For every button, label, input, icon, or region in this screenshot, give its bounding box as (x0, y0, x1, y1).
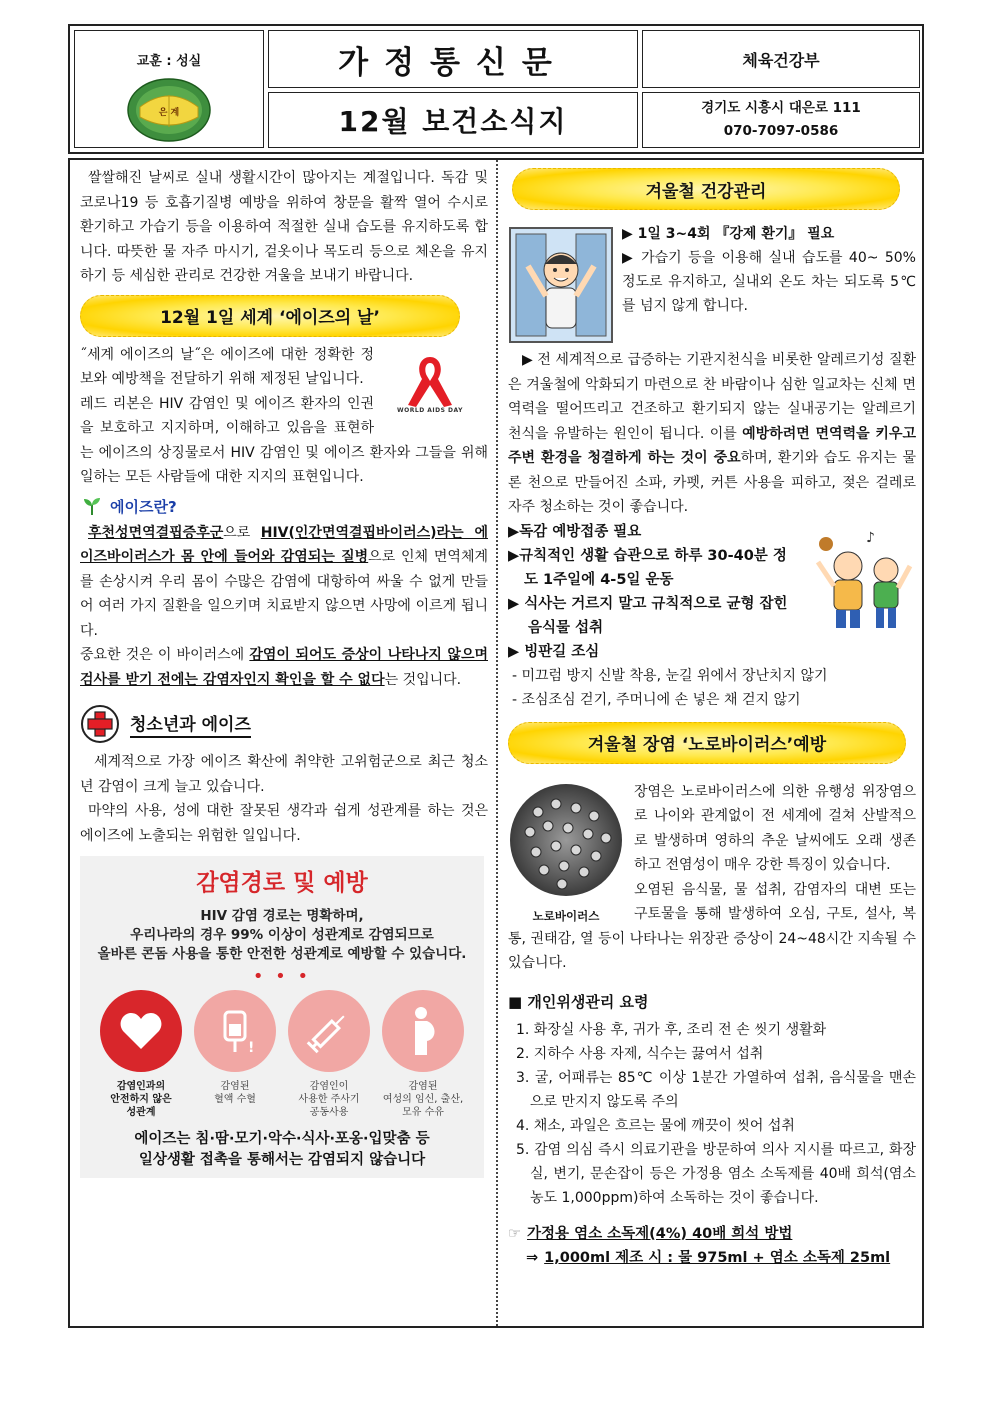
exercise-illustration (806, 526, 916, 640)
poster-foot-line: 일상생활 접촉을 통해서는 감염되지 않습니다 (138, 1152, 426, 1168)
red-cross-icon (80, 704, 120, 744)
poster-foot-line: 에이즈는 침·땀·모기·악수·식사·포옹·입맞춤 등 (134, 1131, 430, 1147)
text-fragment: 으로 (223, 524, 261, 541)
infection-route-poster (80, 856, 484, 1178)
dilution-section (508, 1222, 916, 1270)
exercise-tip: ▶규칙적인 생활 습관으로 하루 30-40분 정도 1주일에 4-5일 운동 (508, 547, 787, 588)
text-fragment: 하며, 환기와 습도 유지는 물론 천으로 만들어진 소파, 카펫, 커튼 사용을 피하고, 젖은 걸레로 자주 청소하는 것이 좋습니다. (508, 450, 917, 515)
red-ribbon-icon (400, 351, 460, 411)
poster-desc-line: HIV 감염 경로는 명확하며, (200, 908, 364, 924)
route-pregnancy (378, 990, 468, 1119)
svg-text:♪: ♪ (866, 529, 875, 546)
route-label: 감염된 혈액 수혈 (214, 1081, 256, 1105)
heart-icon (100, 990, 182, 1072)
emblem-text: 은 계 (158, 107, 180, 118)
norovirus-image (508, 782, 624, 924)
route-label: 감염된 여성의 임신, 출산, 모유 수유 (382, 1081, 464, 1118)
aids-day-banner: 12월 1일 세계 ‘에이즈의 날’ (80, 295, 460, 337)
norovirus-banner: 겨울철 장염 ‘노로바이러스’예방 (508, 722, 906, 764)
aids-full-name: 후천성면역결핍증후군 (88, 524, 224, 541)
window-illustration (508, 226, 614, 348)
exercise-illustration-icon (806, 526, 916, 636)
ventilation-tip-1: ▶ 1일 3~4회 『강제 환기』 필요 (622, 226, 835, 242)
text-fragment: 중요한 것은 이 바이러스에 (80, 647, 250, 663)
left-column (80, 166, 488, 1178)
hygiene-item: 5. 감염 의심 즉시 의료기관을 방문하여 의사 지시를 따르고, 화장실, 변기, 문손잡이 등은 가정용 염소 소독제를 40배 희석(염소농도 1,000ppm)하여 소독하는 것이 좋습니다. (516, 1141, 916, 1206)
what-is-aids-paragraph (80, 521, 488, 644)
important-note-paragraph (80, 643, 488, 692)
blood-bag-icon (194, 990, 276, 1072)
aids-day-logo-text: WORLD AIDS DAY (397, 406, 463, 414)
allergy-paragraph (508, 348, 916, 520)
intro-paragraph: 쌀쌀해진 날씨로 실내 생활시간이 많아지는 계절입니다. 독감 및 코로나19 등 호흡기질병 예방을 위하여 창문을 활짝 열어 수시로 환기하고 가습기 등을 이용하여 적절한 실내 습도를 유지하도록 합니다. 따뜻한 물 자주 마시기, 겉옷이나 목도리 등으로 체온을 유지하기 등 세심한 관리로 건강한 겨울을 보내기 바랍니다. (80, 170, 488, 284)
icy-road-list (508, 664, 916, 712)
text-fragment: 는 것입니다. (384, 671, 462, 688)
text-fragment: ▶ 전 세계적으로 급증하는 기관지천식을 비롯한 알레르기성 질환은 겨울철에 악화되기 마련으로 찬 바람이나 심한 일교차는 신체 면역력을 떨어뜨리고 건조하고 환기되지 않는 실내공기는 알레르기 천식을 유발하는 원인이 됩니다. 이를 (508, 352, 916, 442)
youth-paragraph-2: 마약의 사용, 성에 대한 잘못된 생각과 쉽게 성관계를 하는 것은 에이즈에 노출되는 위험한 일입니다. (80, 803, 488, 844)
school-motto: 교훈 : 성실 (136, 53, 202, 69)
icy-road-item: - 조심조심 걷기, 주머니에 손 넣은 채 걷지 않기 (512, 691, 801, 708)
allergy-emphasis: 예방하려면 면역력을 키우고 주변 환경을 청결하게 하는 것이 중요 (508, 425, 916, 466)
poster-icon-row (80, 986, 484, 1119)
ventilation-section (508, 222, 916, 348)
hygiene-list (508, 1018, 916, 1210)
meal-tip: ▶ 식사는 거르지 말고 규칙적으로 균형 잡힌 음식물 섭취 (508, 595, 788, 636)
newsletter-title: 가정통신문 (268, 30, 638, 88)
poster-desc-line: 우리나라의 경우 99% 이상이 성관계로 감염되므로 (130, 927, 434, 943)
youth-aids-title: 청소년과 에이즈 (130, 710, 251, 738)
ventilation-tip-2: ▶ 가습기 등을 이용해 실내 습도를 40~ 50% 정도로 유지하고, 실내외 온도 차는 되도록 5℃를 넘지 않게 합니다. (622, 250, 916, 314)
poster-title: 감염경로 및 예방 (196, 870, 368, 896)
route-unsafe-sex (96, 990, 186, 1119)
route-syringe (284, 990, 374, 1119)
school-address: 경기도 시흥시 대은로 111 (701, 100, 861, 116)
what-is-aids-heading (82, 496, 488, 517)
motto-cell (74, 30, 264, 148)
what-is-aids-title: 에이즈란? (110, 497, 177, 516)
dilution-title-line (508, 1222, 916, 1246)
syringe-icon (288, 990, 370, 1072)
svg-text:!: ! (248, 1040, 255, 1056)
school-phone: 070-7097-0586 (723, 123, 839, 139)
poster-desc-line: 올바른 콘돔 사용을 통한 안전한 성관계로 예방할 수 있습니다. (97, 946, 467, 962)
contact-cell (642, 92, 920, 148)
hygiene-heading: ■ 개인위생관리 요령 (508, 992, 649, 1011)
aids-day-intro: ˝세계 에이즈의 날˝은 에이즈에 대한 정확한 정보와 예방책을 전달하기 위해 제정된 날입니다. (80, 346, 374, 387)
pointing-hand-icon: ☞ (508, 1225, 521, 1242)
norovirus-symptoms-paragraph: 오염된 음식물, 물 섭취, 감염자의 대변 또는 구토물을 통해 발생하여 오심, 구토, 설사, 복통, 권태감, 열 등이 나타나는 위장관 증상이 24~48시간 지속될 수 있습니다. (508, 881, 916, 971)
dilution-formula: 1,000ml 제조 시 : 물 975ml + 염소 소독제 25ml (544, 1249, 891, 1266)
youth-paragraph-1: 세계적으로 가장 에이즈 확산에 취약한 고위험군으로 최근 청소년 감염이 크게 늘고 있습니다. (80, 754, 488, 795)
text-fragment: 으로 인체 면역체계를 손상시켜 우리 몸이 수많은 감염에 대항하여 싸울 수 없게 만들어 여러 가지 질환을 일으키며 치료받지 않으면 사망에 이르게 됩니다. (80, 549, 489, 639)
important-note-emphasis: 감염이 되어도 증상이 나타나지 않으며 검사를 받기 전에는 감염자인지 확인을 할 수 없다 (80, 647, 488, 688)
poster-description (80, 907, 484, 964)
hygiene-item: 4. 채소, 과일은 흐르는 물에 깨끗이 씻어 섭취 (516, 1117, 795, 1134)
arrow-icon: ⇒ (526, 1249, 539, 1266)
hygiene-item: 3. 굴, 어패류는 85℃ 이상 1분간 가열하여 섭취, 음식물을 맨손으로 만지지 않도록 주의 (516, 1069, 916, 1110)
route-transfusion (190, 990, 280, 1119)
hiv-definition: HIV(인간면역결핍바이러스)라는 에이즈바이러스가 몸 안에 들어와 감염되는 질병 (80, 524, 488, 565)
norovirus-paragraph: 장염은 노로바이러스에 의한 유행성 위장염으로 나이와 관계없이 전 세계에 걸쳐 산발적으로 발생하며 영하의 추운 날씨에도 오래 생존하고 전염성이 매우 강한 특징이 있습니다. (634, 783, 916, 873)
dilution-title: 가정용 염소 소독제(4%) 40배 희석 방법 (527, 1225, 793, 1242)
icy-road-tip: ▶ 빙판길 조심 (508, 643, 600, 660)
flu-vaccine-tip: ▶독감 예방접종 필요 (508, 523, 642, 540)
poster-footer (80, 1129, 484, 1171)
pregnant-woman-icon (382, 990, 464, 1072)
sprout-icon (82, 496, 102, 516)
newsletter-subtitle: 12월 보건소식지 (268, 92, 638, 148)
red-ribbon-description: 레드 리본은 HIV 감염인 및 에이즈 환자의 인권을 보호하고 지지하며, 이해하고 있음을 표현하는 에이즈의 상징물로서 HIV 감염인 및 에이즈 환자와 그들을 위해 일하는 모든 사람들에 대한 지지의 표현입니다. (80, 395, 488, 485)
newsletter-header (68, 24, 924, 154)
lifestyle-section (508, 520, 916, 712)
dilution-formula-line (508, 1246, 916, 1270)
winter-health-banner: 겨울철 건강관리 (512, 168, 900, 210)
aids-day-section (80, 343, 488, 490)
norovirus-microscope-icon (508, 782, 624, 898)
school-emblem-icon (126, 77, 212, 143)
youth-aids-heading (80, 704, 488, 744)
norovirus-section (508, 780, 916, 976)
icy-road-item: - 미끄럼 방지 신발 착용, 눈길 위에서 장난치지 않기 (512, 667, 828, 684)
ventilation-illustration-icon (508, 226, 614, 344)
hygiene-item: 1. 화장실 사용 후, 귀가 후, 조리 전 손 씻기 생활화 (516, 1021, 827, 1038)
norovirus-caption: 노로바이러스 (532, 908, 600, 923)
column-divider (496, 160, 498, 1326)
route-label: 감염인과의 안전하지 않은 성관계 (110, 1081, 172, 1118)
poster-dots: • • • (252, 966, 312, 987)
hygiene-item: 2. 지하수 사용 자제, 식수는 끓여서 섭취 (516, 1045, 764, 1062)
aids-ribbon-logo (380, 351, 480, 423)
right-column (508, 166, 916, 1270)
route-label: 감염인이 사용한 주사기 공동사용 (298, 1081, 360, 1118)
department: 체육건강부 (642, 30, 920, 88)
